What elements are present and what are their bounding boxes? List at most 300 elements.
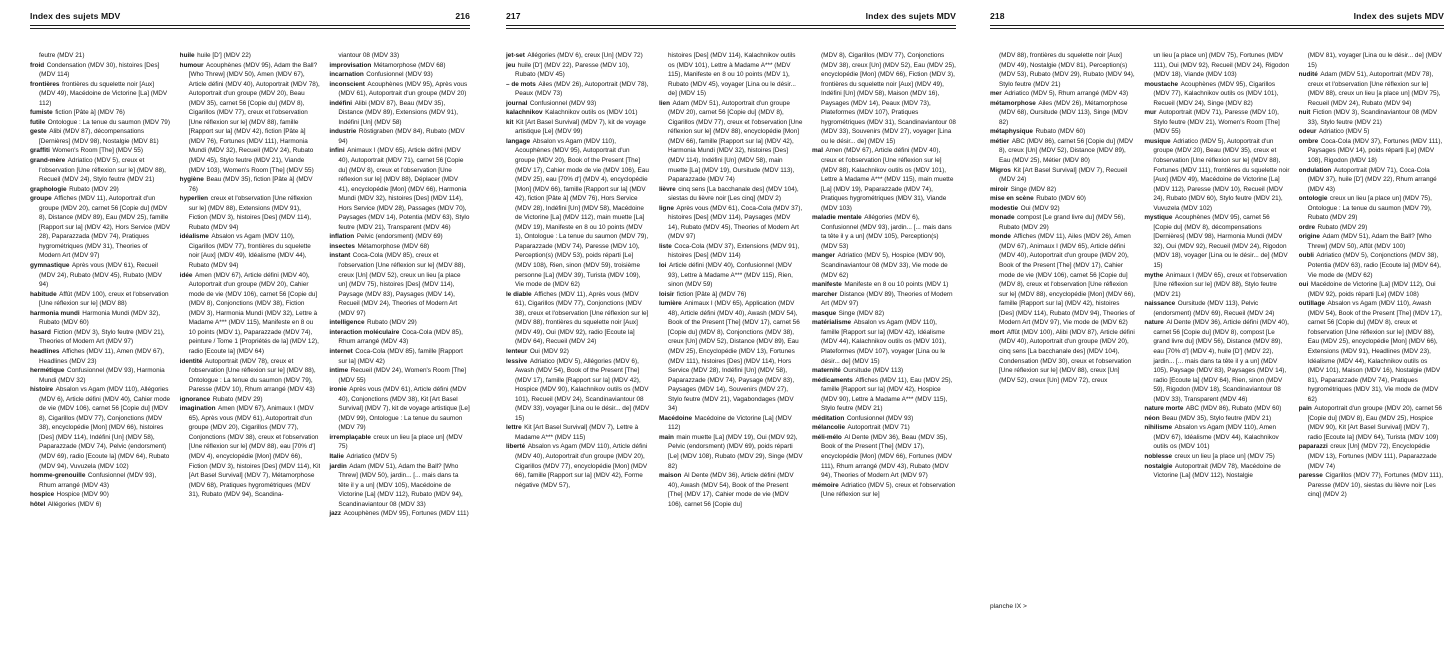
- entry-term: journal: [506, 99, 528, 107]
- index-entry: [506, 423, 650, 442]
- index-entry: [659, 99, 803, 185]
- entry-refs: Rubato (MDV 29): [69, 185, 119, 193]
- columns: [990, 51, 1444, 619]
- entry-term: paparazzi: [1298, 443, 1328, 451]
- index-entry: [30, 500, 171, 510]
- entry-refs: Al Dente (MDV 36), Beau (MDV 35), Book of the Present [The] (MDV 17), encyclopédie [Mon] (MDV 66), Fortunes (MDV 111), Rhum arrangé (MDV 43), Rubato (MDV 94), Theories of Modern Art (MDV 97): [821, 433, 953, 480]
- index-entry: [1299, 251, 1444, 280]
- index-entry: [30, 108, 171, 118]
- entry-refs: Animaux I (MDV 65), creux et l'observation [Une réflexion sur le] (MDV 88), Stylo feutre (MDV 21): [1153, 271, 1287, 298]
- entry-refs: Ailes (MDV 26), Métamorphose (MDV 68), Oursitude (MDV 113), Singe (MDV 82): [999, 99, 1128, 126]
- entry-refs: Rubato (MDV 60): [1036, 195, 1086, 203]
- entry-refs: Distance (MDV 89), Theories of Modern Art (MDV 97): [821, 290, 953, 308]
- page-218: [964, 0, 1446, 652]
- entry-refs: Adam (MDV 51), Adam the Ball? [Who Threw] (MDV 50), jardin... [... mais dans ta tête il y a un] (MDV 105), Macédoine de Victorine [La] (MDV 112), Rubato (MDV 94), Scandinaviantour 08 (MDV 33): [338, 462, 463, 508]
- entry-refs: Confusionnel (MDV 93): [366, 71, 433, 79]
- entry-refs: Coca-Cola (MDV 85), Rhum arrangé (MDV 43): [338, 328, 463, 346]
- index-entry: [30, 366, 171, 385]
- index-entry: [659, 290, 803, 300]
- entry-refs: Amen (MDV 67), Animaux I (MDV 65), Après vous (MDV 61), Autoportrait d'un groupe (MDV 20), Cigarillos (MDV 77), Conjonctions (MDV 38), creux et l'observation [Une réflexion sur le] (MDV 88), eau [70% d'] (MDV 4), encyclopédie [Mon] (MDV 66), Fiction (MDV 3), histoires [Des] (MDV 114), Kit [Art Basel Survival] (MDV 7), Métamorphose (MDV 68), Pratiques hygrométriques (MDV 31), Rubato (MDV 94), Scandina-: [188, 405, 321, 499]
- index-entry: [506, 61, 650, 80]
- entry-refs: Autoportrait (MDV 78), creux et l'observation [Une réflexion sur le] (MDV 88), Ontologue : La tenue du saumon (MDV 79), Paresse (MDV 10), Rhum arrangé (MDV 43): [188, 357, 316, 394]
- entry-term: huile: [179, 52, 195, 59]
- index-entry: [30, 261, 171, 290]
- entry-refs: Oursitude (MDV 113): [843, 367, 904, 375]
- entry-term: médicaments: [812, 376, 853, 384]
- entry-refs: Allégories (MDV 6): [47, 500, 102, 508]
- entry-refs: Ontologue : La tenue du saumon (MDV 79): [47, 118, 170, 126]
- page-number: 217: [506, 11, 521, 21]
- entry-term: mise en scène: [990, 195, 1034, 203]
- entry-term: infini: [329, 147, 345, 155]
- entry-refs: Affiches (MDV 11), Ailes (MDV 26), Amen (MDV 67), Animaux I (MDV 65), Article défini (MDV 40), Autoportrait d'un groupe (MDV 20), Book of the Present [The] (MDV 17), Cahier mode de vie (MDV 106), carnet 56 [Copie du] (MDV 8), creux et l'observation [Une réflexion sur le] (MDV 88), encyclopédie [Mon] (MDV 66), famille [Rapport sur la] (MDV 42), histoires [Des] (MDV 114), Rubato (MDV 94), Theories of Modern Art (MDV 97), Vie mode de (MDV 62): [999, 233, 1136, 327]
- entry-refs: Adriatico (MDV 5), Hospice (MDV 90), Scandinaviantour 08 (MDV 33), Vie mode de (MDV 62): [821, 252, 948, 279]
- entry-refs: histoires [Des] (MDV 114), Kalachnikov outils os (MDV 101), Lettre à Madame A*** (MDV 115), Manifeste en 8 ou 10 points (MDV 1), Rubato (MDV 45), voyager [Lina ou le désir... de] (MDV 15): [668, 52, 796, 98]
- page-number: 218: [990, 11, 1005, 21]
- page-number: 216: [455, 11, 470, 21]
- entry-refs: Acouphènes (MDV 95), Cigarillos (MDV 77), Kalachnikov outils os (MDV 101), Recueil (MDV 24), Singe (MDV 82): [1153, 80, 1279, 107]
- entry-refs: compost [Le grand livre du] (MDV 56), Rubato (MDV 29): [999, 214, 1125, 231]
- entry-refs: (MDV 81), voyager [Lina ou le désir... de] (MDV 15): [1307, 52, 1442, 69]
- index-entry: [180, 194, 321, 232]
- index-entry: [506, 137, 650, 290]
- index-entry: [506, 118, 650, 137]
- index-entry: [1299, 280, 1444, 299]
- entry-term: – de mots: [506, 80, 536, 88]
- index-entry: [329, 251, 470, 318]
- entry-refs: huile [D'] (MDV 22): [197, 52, 251, 59]
- index-entry: [329, 452, 470, 462]
- index-entry: [659, 185, 803, 204]
- entry-term: monde: [990, 233, 1011, 241]
- entry-refs: Autoportrait d'un groupe (MDV 20), carnet 56 [Copie du] (MDV 8), Eau (MDV 25), Hospice (MDV 90), Kit [Art Basel Survival] (MDV 7), radio [Ecoute la] (MDV 64), Turista (MDV 109): [1307, 405, 1442, 441]
- plate-reference: planche IX >: [990, 603, 1027, 610]
- column-2: [180, 51, 321, 619]
- entry-refs: creux un lieu [a place un] (MDV 75): [1174, 452, 1275, 460]
- index-entry: [990, 89, 1135, 99]
- entry-term: graphologie: [30, 185, 67, 193]
- entry-term: naissance: [1144, 300, 1176, 308]
- index-entry: [1299, 223, 1444, 233]
- index-entry: [506, 80, 650, 99]
- index-entry: [329, 242, 470, 252]
- entry-refs: Harmonia Mundi (MDV 32), Rubato (MDV 60): [39, 309, 160, 327]
- entry-refs: Animaux I (MDV 65), Article défini (MDV 40), Autoportrait (MDV 71), carnet 56 [Copie du] (MDV 8), creux et l'observation [Une réflexion sur le] (MDV 88), Déplacer (MDV 41), encyclopédie [Mon] (MDV 66), Harmonia Mundi (MDV 32), histoires [Des] (MDV 114), Hors Service (MDV 28), Passages (MDV 70), Paysages (MDV 14), Potentia (MDV 63), Stylo feutre (MDV 21), Transparent (MDV 46): [338, 147, 470, 231]
- index-entry: [329, 366, 470, 385]
- index-entry: [329, 232, 470, 242]
- entry-refs: Fiction (MDV 3), Scandinaviantour 08 (MDV 33), Stylo feutre (MDV 21): [1307, 109, 1438, 126]
- entry-refs: Affiches (MDV 11), Autoportrait d'un groupe (MDV 20), carnet 56 [Copie du] (MDV 8), Distance (MDV 89), Eau (MDV 25), famille [Rapport sur la] (MDV 42), Hors Service (MDV 28), Paparazzada (MDV 74), Pratiques hygrométriques (MDV 31), Theories of Modern Art (MDV 97): [39, 195, 171, 260]
- entry-term: métamorphose: [990, 99, 1036, 107]
- index-entry: [180, 404, 321, 499]
- index-entry: [1299, 137, 1444, 166]
- index-entry: [30, 80, 171, 109]
- entry-refs: Adriatico (MDV 5), creux et l'observation [Une réflexion sur le]: [821, 481, 956, 499]
- entry-term: insectes: [329, 242, 355, 250]
- entry-refs: Affiches (MDV 11), Amen (MDV 67), Headlines (MDV 23): [39, 347, 165, 365]
- index-entry: [506, 347, 650, 357]
- entry-term: geste: [30, 128, 47, 136]
- index-entry: [30, 290, 171, 309]
- entry-refs: Animaux I (MDV 65), Application (MDV 48), Article défini (MDV 40), Awash (MDV 54), Book of the Present [The] (MDV 17), carnet 56 [Copie du] (MDV 8), Conjonctions (MDV 38), creux [Un] (MDV 52), Distance (MDV 89), Eau (MDV 25), Encyclopédie (MDV 13), Fortunes (MDV 111), histoires [Des] (MDV 114), Hors Service (MDV 28), Indéfini [Un] (MDV 58), Paparazzade (MDV 74), Paysage (MDV 83), Paysages (MDV 14), Souvenirs (MDV 27), Stylo feutre (MDV 21), Vagabondages (MDV 34): [668, 300, 800, 413]
- entry-term: habitude: [30, 290, 57, 298]
- entry-term: maternité: [812, 367, 841, 375]
- entry-term: humour: [179, 61, 204, 69]
- index-entry: [812, 290, 956, 309]
- entry-refs: Alibi (MDV 87), Beau (MDV 35), Distance (MDV 89), Extensions (MDV 91), Indéfini [Un] (MDV 58): [338, 99, 459, 126]
- index-entry: [329, 146, 470, 232]
- entry-term: interaction moléculaire: [329, 328, 400, 336]
- entry-term: maison: [659, 472, 682, 480]
- index-entry: [990, 166, 1135, 185]
- entry-term: masque: [812, 309, 837, 317]
- index-entry: [30, 385, 171, 471]
- header-rule: [990, 25, 1444, 29]
- entry-term: nuit: [1298, 109, 1311, 117]
- column-1: [30, 51, 171, 619]
- entry-term: métaphysique: [990, 128, 1033, 136]
- index-entry: [659, 261, 803, 290]
- entry-term: instant: [329, 252, 351, 260]
- entry-term: inconscient: [329, 80, 365, 88]
- index-entry: [30, 471, 171, 490]
- index-entry: [180, 232, 321, 270]
- entry-term: lien: [659, 99, 671, 107]
- entry-term: idéalisme: [179, 233, 209, 241]
- index-entry: [30, 156, 171, 185]
- index-entry: [990, 99, 1135, 128]
- index-entry: [659, 299, 803, 414]
- index-entry: [180, 357, 321, 395]
- entry-term: harmonia mundi: [30, 309, 80, 317]
- entry-refs: huile [D'] (MDV 22), Paresse (MDV 10), Rubato (MDV 45): [515, 61, 630, 79]
- index-entry: [990, 328, 1135, 385]
- entry-refs: Confusionnel (MDV 93), Harmonia Mundi (MDV 32): [39, 367, 165, 384]
- index-entry: [1299, 194, 1444, 223]
- entry-term: jeu: [506, 61, 516, 69]
- entry-term: groupe: [30, 195, 52, 203]
- entry-term: kalachnikov: [506, 109, 543, 117]
- entry-term: métier: [990, 137, 1010, 145]
- entry-term: modestie: [990, 204, 1019, 212]
- entry-term: hôtel: [30, 500, 46, 508]
- entry-refs: Fiction (MDV 3), Stylo feutre (MDV 21), Theories of Modern Art (MDV 97): [39, 328, 165, 346]
- index-entry: [1299, 442, 1444, 471]
- entry-refs: Ailes (MDV 26), Autoportrait (MDV 78), Peaux (MDV 73): [515, 80, 649, 98]
- entry-term: gymnastique: [30, 262, 70, 270]
- entry-term: musique: [1144, 137, 1171, 145]
- entry-term: matérialisme: [812, 319, 852, 327]
- entry-refs: Rubato (MDV 29): [212, 395, 263, 403]
- entry-refs: Adriatico (MDV 5): [346, 452, 397, 460]
- entry-refs: creux et l'observation [Une réflexion sur le] (MDV 88), Extensions (MDV 91), Fiction (MDV 3), histoires [Des] (MDV 114), Rubato (MDV 94): [188, 195, 312, 231]
- entry-refs: Oui (MDV 92): [1020, 204, 1060, 212]
- entry-term: jazz: [329, 510, 342, 518]
- entry-refs: Allégories (MDV 6), creux [Un] (MDV 72): [527, 52, 643, 59]
- entry-refs: Absalon vs Agam (MDV 110), Allégories (MDV 6), Article défini (MDV 40), Cahier mode de vie (MDV 106), carnet 56 [Copie du] (MDV 8), Cigarillos (MDV 77), Conjonctions (MDV 38), encyclopédie [Mon] (MDV 66), histoires [Des] (MDV 114), Indéfini [Un] (MDV 58), Paparazzade (MDV 74), Pelvic (endorsment) (MDV 69), radio [Ecoute la] (MDV 64), Rubato (MDV 94), Vuvuzela (MDV 102): [39, 386, 171, 470]
- entry-term: mur: [1144, 109, 1157, 117]
- index-entry: [812, 366, 956, 376]
- entry-term: headlines: [30, 347, 60, 355]
- entry-refs: Kit [Art Basel Survival] (MDV 7), kit de voyage artistique [Le] (MDV 99): [515, 118, 646, 136]
- entry-term: ignorance: [179, 395, 211, 403]
- entry-term: intelligence: [329, 319, 365, 327]
- entry-refs: Affiches (MDV 11), Après vous (MDV 61), Cigarillos (MDV 77), Conjonctions (MDV 38), creux et l'observation [Une réflexion sur le] (MDV 88), frontières du squelette noir [Aux] (MDV 49), Oui (MDV 92), radio [Ecoute la] (MDV 64), Recueil (MDV 24): [515, 290, 649, 346]
- entry-refs: fiction [Pâte à] (MDV 76): [55, 109, 125, 117]
- index-entry: [990, 232, 1135, 327]
- index-entry: [812, 318, 956, 366]
- index-entry: [1299, 471, 1444, 500]
- entry-refs: Coca-Cola (MDV 37), Extensions (MDV 91), histoires [Des] (MDV 114): [668, 242, 800, 260]
- column-2: [659, 51, 803, 619]
- index-entry: [1144, 414, 1289, 424]
- index-entry: [990, 185, 1135, 195]
- entry-term: mythe: [1144, 271, 1164, 279]
- entry-refs: cinq sens [La bacchanale des] (MDV 104), siestas du lièvre noir [Les cinq] (MDV 2): [668, 185, 799, 203]
- entry-refs: Adriatico (MDV 5), Autoportrait d'un groupe (MDV 20), Beau (MDV 35), creux et l'observation [Une réflexion sur le] (MDV 88), Fortunes (MDV 111), frontières du squelette noir [Aux] (MDV 49), Macédoine de Victorine [La] (MDV 112), Paresse (MDV 10), Recueil (MDV 24), Rubato (MDV 60), Stylo feutre (MDV 21), Vuvuzela (MDV 102): [1153, 137, 1290, 212]
- entry-term: irremplaçable: [329, 433, 371, 441]
- running-title: Index des sujets MDV: [30, 11, 121, 21]
- entry-refs: (MDV 8), Cigarillos (MDV 77), Conjonctions (MDV 38), creux [Un] (MDV 52), Eau (MDV 25), encyclopédie [Mon] (MDV 66), Fiction (MDV 3), frontières du squelette noir [Aux] (MDV 49), Indéfini [Un] (MDV 58), Maison (MDV 16), Paysages (MDV 14), Peaux (MDV 73), Plateformes (MDV 107), Pratiques hygrométriques (MDV 31), Scandinaviantour 08 (MDV 33), Souvenirs (MDV 27), voyager [Lina ou le désir... de] (MDV 15): [821, 52, 956, 145]
- entry-refs: Beau (MDV 35), fiction [Pâte à] (MDV 76): [188, 176, 313, 193]
- entry-term: nature: [1144, 319, 1164, 327]
- entry-term: origine: [1298, 233, 1320, 241]
- entry-refs: Adriatico (MDV 5), Rhum arrangé (MDV 43): [1004, 90, 1129, 98]
- entry-term: le diable: [506, 290, 532, 298]
- entry-refs: Absalon vs Agam (MDV 110), Acouphènes (MDV 95), Autoportrait d'un groupe (MDV 20), Book of the Present [The] (MDV 17), Cahier mode de vie (MDV 106), Eau (MDV 25), eau [70% d'] (MDV 4), encyclopédie [Mon] (MDV 66), famille [Rapport sur la] (MDV 42), fiction [Pâte à] (MDV 76), Hors Service (MDV 28), Indéfini [Un] (MDV 58), Macédoine de Victorine [La] (MDV 112), main muette [La] (MDV 19), Manifeste en 8 ou 10 points (MDV 1), Ontologue : La tenue du saumon (MDV 79), Paparazzade (MDV 74), Paresse (MDV 10), Perception(s) (MDV 53), poids réparti [Le] (MDV 108), Rien, sinon (MDV 59), troisième personne [La] (MDV 39), Turista (MDV 109), Vie mode de (MDV 62): [515, 137, 649, 289]
- entry-refs: Acouphènes (MDV 95), carnet 56 [Copie du] (MDV 8), décompensations [Dernières] (MDV 98), Harmonia Mundi (MDV 32), Oui (MDV 92), Recueil (MDV 24), Rigodon (MDV 18), voyager [Lina ou le désir... de] (MDV 15): [1153, 214, 1288, 270]
- entry-refs: frontières du squelette noir [Aux] (MDV 49), Macédoine de Victorine [La] (MDV 112): [39, 80, 168, 107]
- entry-refs: Confusionnel (MDV 93), Rhum arrangé (MDV 43): [39, 472, 157, 489]
- entry-refs: Confusionnel (MDV 93): [529, 99, 597, 107]
- entry-term: lumière: [659, 300, 682, 308]
- index-entry: [1144, 462, 1289, 481]
- entry-term: indéfini: [329, 99, 353, 107]
- entry-term: ironie: [329, 386, 347, 394]
- index-entry: [30, 194, 171, 261]
- entry-refs: Absalon vs Agam (MDV 110), Amen (MDV 67), Idéalisme (MDV 44), Kalachnikov outils os (MDV 101): [1153, 424, 1279, 451]
- entry-term: hyperlien: [179, 195, 209, 203]
- entry-refs: ABC (MDV 86), Rubato (MDV 60): [1185, 405, 1282, 413]
- page-header: [990, 11, 1444, 21]
- index-entry: [30, 146, 171, 156]
- entry-term: mal: [812, 147, 824, 155]
- index-entry: [329, 328, 470, 347]
- index-entry: [1144, 299, 1289, 318]
- entry-refs: Autoportrait (MDV 78), Macédoine de Victorine [La] (MDV 112), Nostalgie: [1153, 462, 1281, 480]
- entry-refs: Rubato (MDV 60): [1035, 128, 1086, 136]
- entry-term: futile: [30, 118, 46, 126]
- entry-term: industrie: [329, 128, 357, 136]
- index-entry: [812, 309, 956, 319]
- entry-refs: creux un lieu [a place un] (MDV 75), Ontologue : La tenue du saumon (MDV 79), Rubato (MDV 29): [1307, 195, 1432, 222]
- index-entry: [659, 204, 803, 242]
- entry-refs: Adriatico (MDV 5), Conjonctions (MDV 38), Potentia (MDV 63), radio [Ecoute la] (MDV 64), Vie mode de (MDV 62): [1307, 252, 1441, 279]
- header-rule: [506, 25, 956, 29]
- entry-term: jardin: [329, 462, 347, 470]
- index-entry: [30, 118, 171, 128]
- entry-term: manifeste: [812, 281, 842, 289]
- entry-term: Migros: [990, 166, 1011, 174]
- index-entry: [329, 462, 470, 510]
- entry-refs: Après vous (MDV 61), Article défini (MDV 40), Conjonctions (MDV 38), Kit [Art Basel Survival] (MDV 7), kit de voyage artistique [Le] (MDV 99), Ontologue : La tenue du saumon (MDV 79): [338, 386, 470, 432]
- entry-refs: Rubato (MDV 29): [367, 319, 417, 327]
- index-entry: [329, 318, 470, 328]
- entry-term: froid: [30, 61, 45, 69]
- index-entry: [30, 185, 171, 195]
- entry-refs: Women's Room [The] (MDV 55): [52, 147, 143, 155]
- entry-refs: fiction [Pâte à] (MDV 76): [676, 290, 747, 298]
- column-2: [1144, 51, 1289, 619]
- index-entry: [30, 309, 171, 328]
- entry-refs: Acouphènes (MDV 95), Après vous (MDV 61), Autoportrait d'un groupe (MDV 20): [338, 80, 468, 98]
- entry-term: pain: [1298, 405, 1312, 413]
- entry-refs: Affiches (MDV 11), Eau (MDV 25), famille [Rapport sur la] (MDV 42), Hospice (MDV 90), Lettre à Madame A*** (MDV 115), Stylo feutre (MDV 21): [821, 376, 953, 413]
- entry-term: inflation: [329, 233, 355, 241]
- entry-refs: Autoportrait (MDV 71), Coca-Cola (MDV 37), huile [D'] (MDV 22), Rhum arrangé (MDV 43): [1307, 166, 1437, 193]
- entry-term: mort: [990, 328, 1005, 336]
- entry-term: langage: [506, 137, 531, 145]
- index-entry: [180, 51, 321, 61]
- entry-term: idée: [179, 271, 193, 279]
- entry-refs: Macédoine de Victorine [La] (MDV 112), Oui (MDV 92), poids réparti [Le] (MDV 108): [1307, 281, 1436, 298]
- entry-refs: Adam (MDV 51), Autoportrait d'un groupe (MDV 20), carnet 56 [Copie du] (MDV 8), Cigarillos (MDV 77), creux et l'observation [Une réflexion sur le] (MDV 88), encyclopédie [Mon] (MDV 66), famille [Rapport sur la] (MDV 42), Harmonia Mundi (MDV 32), histoires [Des] (MDV 114), Indéfini [Un] (MDV 58), main muette [La] (MDV 19), Oursitude (MDV 113), Paparazzade (MDV 74): [668, 99, 803, 184]
- index-entry: [1299, 108, 1444, 127]
- entry-refs: feutre (MDV 21): [39, 52, 85, 59]
- entry-term: oui: [1298, 281, 1309, 289]
- entry-refs: Oursitude (MDV 113), Pelvic (endorsment) (MDV 69), Recueil (MDV 24): [1153, 300, 1275, 317]
- entry-term: noblesse: [1144, 452, 1173, 460]
- entry-term: hasard: [30, 328, 51, 336]
- index-entry: [812, 423, 956, 433]
- continuation-entry: [659, 51, 803, 99]
- continuation-entry: [329, 51, 470, 61]
- index-entry: [506, 51, 650, 61]
- entry-refs: Recueil (MDV 24), Women's Room [The] (MDV 55): [338, 367, 467, 384]
- column-1: [506, 51, 650, 619]
- index-entry: [1299, 232, 1444, 251]
- entry-refs: Hospice (MDV 90): [56, 491, 109, 499]
- header-rule: [30, 25, 470, 29]
- index-entry: [812, 433, 956, 481]
- entry-refs: Allégories (MDV 6), Confusionnel (MDV 93), jardin... [... mais dans ta tête il y a un] (MDV 105), Perception(s) (MDV 53): [821, 214, 952, 250]
- entry-term: lessive: [506, 357, 528, 365]
- entry-term: Macédoine: [659, 414, 693, 422]
- columns: [30, 51, 470, 619]
- entry-refs: Amen (MDV 67), Article défini (MDV 40), Autoportrait d'un groupe (MDV 20), Cahier mode de vie (MDV 106), carnet 56 [Copie du] (MDV 8), Conjonctions (MDV 38), Fiction (MDV 3), Harmonia Mundi (MDV 32), Lettre à Madame A*** (MDV 115), Manifeste en 8 ou 10 points (MDV 1), Paparazzade (MDV 74), peinture / Tome 1 [Propriétés de la] (MDV 12), radio [Ecoute la] (MDV 64): [188, 271, 319, 355]
- entry-term: ligne: [659, 204, 674, 212]
- entry-term: mémoire: [812, 481, 839, 489]
- entry-term: grand-mère: [30, 157, 66, 165]
- index-entry: [329, 509, 470, 519]
- entry-refs: ABC (MDV 86), carnet 56 [Copie du] (MDV 8), creux [Un] (MDV 52), Distance (MDV 89), Eau (MDV 25), Métier (MDV 80): [999, 137, 1134, 165]
- entry-refs: Après vous (MDV 61), Coca-Cola (MDV 37), histoires [Des] (MDV 114), Paysages (MDV 14), Rubato (MDV 45), Theories of Modern Art (MDV 97): [668, 204, 803, 241]
- columns: [506, 51, 956, 619]
- entry-refs: Adam (MDV 51), Adam the Ball? [Who Threw] (MDV 50), Affût (MDV 100): [1307, 233, 1432, 250]
- entry-refs: creux un lieu [a place un] (MDV 75): [338, 433, 463, 451]
- entry-term: kit: [506, 118, 514, 126]
- index-entry: [812, 213, 956, 251]
- index-entry: [329, 99, 470, 128]
- entry-refs: Manifeste en 8 ou 10 points (MDV 1): [844, 281, 949, 289]
- index-entry: [812, 481, 956, 500]
- index-entry: [990, 213, 1135, 232]
- index-entry: [1144, 423, 1289, 452]
- entry-term: nostalgie: [1144, 462, 1173, 470]
- entry-term: paresse: [1298, 472, 1323, 480]
- index-entry: [1144, 213, 1289, 270]
- index-entry: [506, 290, 650, 347]
- index-entry: [30, 127, 171, 146]
- entry-refs: Oui (MDV 92): [529, 347, 569, 355]
- entry-term: fumiste: [30, 109, 53, 117]
- index-entry: [329, 80, 470, 99]
- index-entry: [812, 251, 956, 280]
- entry-term: intime: [329, 367, 349, 375]
- index-entry: [506, 108, 650, 118]
- entry-term: ombre: [1298, 137, 1319, 145]
- entry-refs: Rubato (MDV 29): [1317, 223, 1368, 231]
- entry-term: liberté: [506, 443, 526, 451]
- entry-term: moustache: [1144, 80, 1179, 88]
- entry-term: loisir: [659, 290, 675, 298]
- entry-term: méditation: [812, 414, 845, 422]
- entry-refs: Al Dente (MDV 36), Article défini (MDV 40), carnet 56 [Copie du] (MDV 8), compost [Le grand livre du] (MDV 56), Distance (MDV 89), eau [70% d'] (MDV 4), huile [D'] (MDV 22), jardin... [... mais dans ta tête il y a un] (MDV 105), Paysage (MDV 83), Paysages (MDV 14), radio [Ecoute la] (MDV 64), Rien, sinon (MDV 59), Rigodon (MDV 18), Scandinaviantour 08 (MDV 33), Transparent (MDV 46): [1153, 319, 1289, 403]
- entry-refs: Amen (MDV 67), Article défini (MDV 40), creux et l'observation [Une réflexion sur le] (MDV 88), Kalachnikov outils os (MDV 101), Lettre à Madame A*** (MDV 115), main muette [La] (MDV 19), Paparazzade (MDV 74), Pratiques hygrométriques (MDV 31), Viande (MDV 103): [821, 147, 954, 212]
- entry-refs: Cigarillos (MDV 77), Fortunes (MDV 111), Paresse (MDV 10), siestas du lièvre noir [Les cinq] (MDV 2): [1307, 472, 1443, 499]
- entry-term: homme-grenouille: [30, 472, 86, 480]
- index-entry: [180, 271, 321, 357]
- entry-term: miroir: [990, 185, 1009, 193]
- index-entry: [506, 357, 650, 424]
- index-entry: [1299, 299, 1444, 404]
- column-3: [812, 51, 956, 619]
- index-entry: [506, 442, 650, 490]
- index-entry: [659, 471, 803, 509]
- entry-term: histoire: [30, 386, 54, 394]
- continuation-entry: [1299, 51, 1444, 70]
- index-entry: [329, 347, 470, 366]
- entry-term: loi: [659, 262, 667, 270]
- entry-refs: Affût (MDV 100), Alibi (MDV 87), Article défini (MDV 40), Autoportrait d'un groupe (MDV 20), cinq sens [La bacchanale des] (MDV 104), Condensation (MDV 30), creux et l'observation [Une réflexion sur le] (MDV 88), creux [Un] (MDV 52), creux [Un] (MDV 72), creux: [999, 328, 1135, 384]
- index-entry: [1144, 404, 1289, 414]
- entry-refs: Kit [Art Basel Survival] (MDV 7), Lettre à Madame A*** (MDV 115): [515, 424, 639, 441]
- entry-term: nature morte: [1144, 405, 1184, 413]
- index-entry: [1299, 70, 1444, 108]
- index-entry: [1144, 108, 1289, 137]
- entry-refs: Absalon vs Agam (MDV 110), Awash (MDV 54), Book of the Present [The] (MDV 17), carnet 56 [Copie du] (MDV 8), creux et l'observation [Une réflexion sur le] (MDV 88), Eau (MDV 25), encyclopédie [Mon] (MDV 66), Extensions (MDV 91), Headlines (MDV 23), Idéalisme (MDV 44), Kalachnikov outils os (MDV 101), Maison (MDV 16), Nostalgie (MDV 81), Paparazzade (MDV 74), Pratiques hygrométriques (MDV 31), Vie mode de (MDV 62): [1307, 300, 1442, 403]
- entry-term: outillage: [1298, 300, 1325, 308]
- column-3: [329, 51, 470, 619]
- entry-term: maladie mentale: [812, 214, 862, 222]
- index-entry: [30, 347, 171, 366]
- entry-refs: Macédoine de Victorine [La] (MDV 112): [668, 414, 792, 432]
- entry-refs: Adam (MDV 51), Autoportrait (MDV 78), creux et l'observation [Une réflexion sur le] (MDV 88), creux un lieu [a place un] (MDV 75), Recueil (MDV 24), Rubato (MDV 94): [1307, 71, 1441, 107]
- index-entry: [1144, 318, 1289, 404]
- entry-refs: Absalon vs Agam (MDV 110), Article défini (MDV 40), Autoportrait d'un groupe (MDV 20), Cigarillos (MDV 77), encyclopédie [Mon] (MDV 66), famille [Rapport sur la] (MDV 42), Forme négative (MDV 57),: [515, 443, 648, 489]
- entry-refs: Acouphènes (MDV 95), Adam the Ball? [Who Threw] (MDV 50), Amen (MDV 67), Article défini (MDV 40), Autoportrait (MDV 78), Autoportrait d'un groupe (MDV 20), Beau (MDV 35), carnet 56 [Copie du] (MDV 8), Cigarillos (MDV 77), creux et l'observation [Une réflexion sur le] (MDV 88), famille [Rapport sur la] (MDV 42), fiction [Pâte à] (MDV 76), Fortunes (MDV 111), Harmonia Mundi (MDV 32), Recueil (MDV 24), Rubato (MDV 45), Stylo feutre (MDV 21), Viande (MDV 103), Women's Room [The] (MDV 55): [188, 61, 320, 174]
- entry-term: manger: [812, 252, 836, 260]
- entry-refs: Kit [Art Basel Survival] (MDV 7), Recueil (MDV 24): [999, 166, 1128, 184]
- entry-term: lettre: [506, 424, 522, 432]
- entry-term: odeur: [1298, 128, 1317, 136]
- entry-refs: viantour 08 (MDV 33): [338, 52, 400, 59]
- entry-refs: Adriatico (MDV 5): [1318, 128, 1370, 136]
- index-entry: [1144, 271, 1289, 300]
- entry-term: hygiène: [179, 176, 204, 184]
- index-entry: [180, 61, 321, 176]
- index-entry: [1144, 452, 1289, 462]
